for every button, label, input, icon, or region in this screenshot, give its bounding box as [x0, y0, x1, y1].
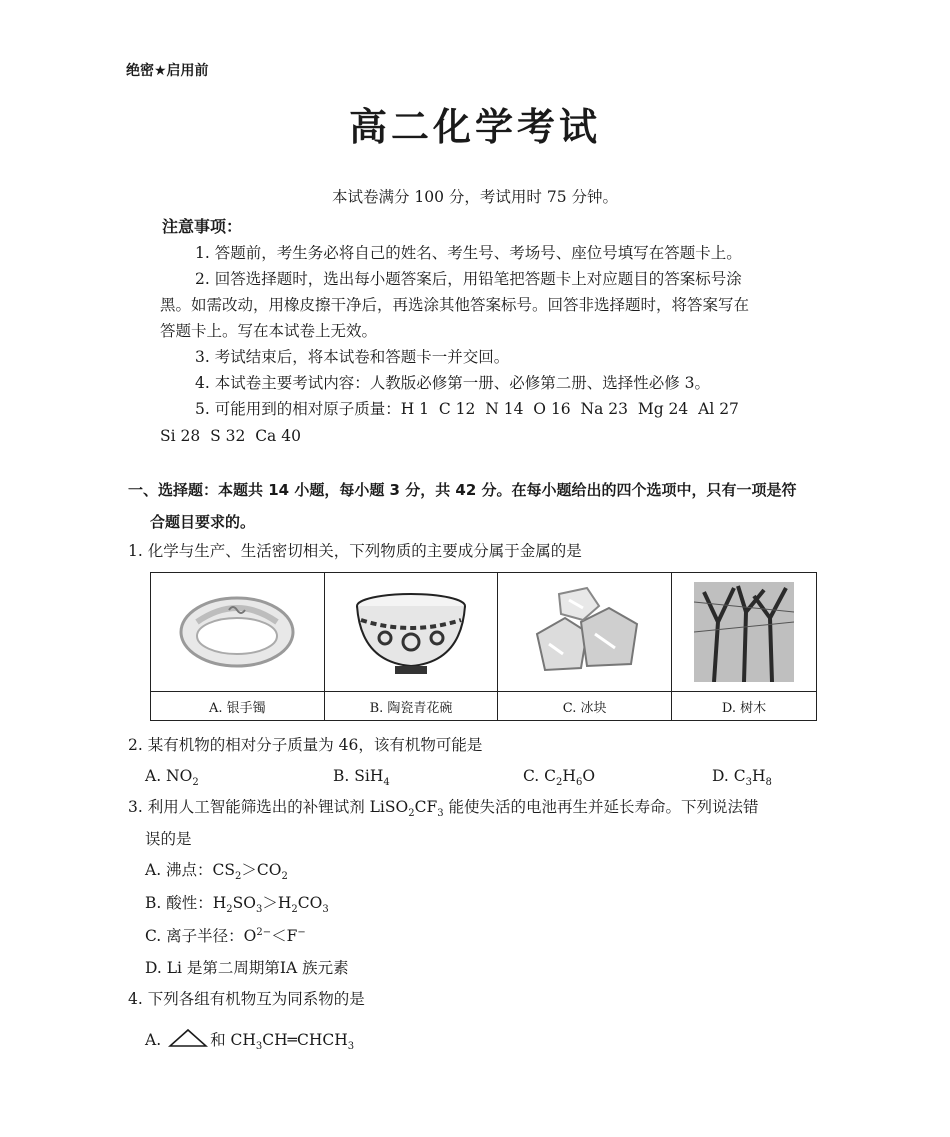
q2-option-a: A. $NO_2$ — [145, 767, 199, 789]
trees-image — [672, 573, 817, 692]
notice-line: Si 28 S 32 Ca 40 — [160, 427, 301, 445]
secrecy-label: 绝密★启用前 — [126, 63, 209, 79]
notice-line: 4. 本试卷主要考试内容：人教版必修第一册、必修第二册、选择性必修 3。 — [195, 374, 711, 392]
question-1-stem: 1. 化学与生产、生活密切相关，下列物质的主要成分属于金属的是 — [128, 542, 582, 560]
notice-line: 1. 答题前，考生务必将自己的姓名、考生号、考场号、座位号填写在答题卡上。 — [195, 244, 742, 262]
exam-title: 高二化学考试 — [348, 105, 601, 149]
option-a-caption: A. 银手镯 — [151, 692, 325, 721]
q4-option-a: A. 和 $CH_3CH═CHCH_3$ — [145, 1028, 354, 1050]
notice-line: 2. 回答选择题时，选出每小题答案后，用铅笔把答题卡上对应题目的答案标号涂 — [195, 270, 742, 288]
notice-line: 5. 可能用到的相对原子质量：H 1 C 12 N 14 O 16 Na 23 Mg 24 Al 27 — [195, 400, 739, 418]
q2-option-b: B. SiH$_4$ — [333, 767, 390, 789]
notice-heading: 注意事项： — [162, 217, 243, 236]
question-3-stem: 3. 利用人工智能筛选出的补锂试剂 $LiSO_2CF_3$ 能使失活的电池再生并延长寿命。下列说法错 — [128, 798, 759, 820]
option-c-caption: C. 冰块 — [498, 692, 672, 721]
q3-option-d: D. Li 是第二周期第ⅠA 族元素 — [145, 959, 349, 977]
q2-option-c: C. $C_2H_6O$ — [523, 767, 596, 789]
bracelet-image — [151, 573, 325, 692]
option-b-caption: B. 陶瓷青花碗 — [324, 692, 498, 721]
notice-line: 黑。如需改动，用橡皮擦干净后，再选涂其他答案标号。回答非选择题时，将答案写在 — [160, 296, 750, 314]
q3-option-a: A. 沸点：$CS_2>CO_2$ — [145, 861, 288, 883]
q3-option-b: B. 酸性：$H_2SO_3>H_2CO_3$ — [145, 894, 329, 916]
section-heading: 一、选择题：本题共 14 小题，每小题 3 分，共 42 分。在每小题给出的四个选项中，只有一项是符 — [128, 481, 797, 499]
porcelain-bowl-image — [324, 573, 498, 692]
question-3-stem-cont: 误的是 — [145, 830, 192, 848]
question-4-stem: 4. 下列各组有机物互为同系物的是 — [128, 990, 365, 1008]
q1-options-table — [150, 572, 817, 721]
section-heading-cont: 合题目要求的。 — [150, 513, 256, 531]
notice-line: 3. 考试结束后，将本试卷和答题卡一并交回。 — [195, 348, 510, 366]
cyclopropane-triangle-icon — [168, 1028, 208, 1048]
ice-cubes-image — [498, 573, 672, 692]
option-d-caption: D. 树木 — [672, 692, 817, 721]
exam-intro: 本试卷满分 100 分，考试用时 75 分钟。 — [331, 188, 619, 206]
notice-line: 答题卡上。写在本试卷上无效。 — [160, 322, 378, 340]
q2-option-d: D. $C_3H_8$ — [712, 767, 772, 789]
question-2-stem: 2. 某有机物的相对分子质量为 46，该有机物可能是 — [128, 736, 483, 754]
q3-option-c: C. 离子半径：$O^{2-}<F^-$ — [145, 926, 306, 945]
